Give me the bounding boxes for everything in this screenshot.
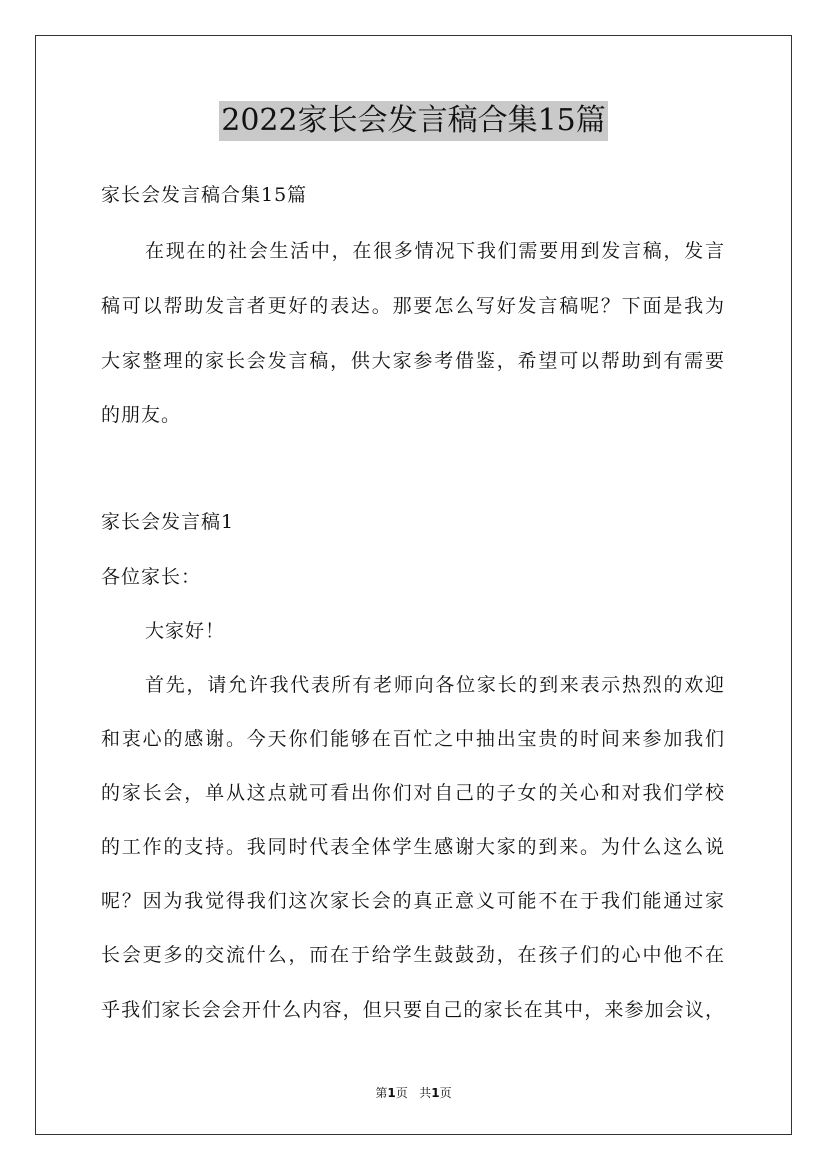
section-heading: 家长会发言稿1 [101, 511, 235, 533]
document-subtitle: 家长会发言稿合集15篇 [101, 184, 308, 206]
title-container [0, 101, 827, 141]
footer-page-prefix: 第 [375, 1086, 388, 1100]
body-line: 乎我们家长会会开什么内容，但只要自己的家长在其中，来参加会议， [101, 999, 725, 1021]
footer-page-suffix: 页 [395, 1086, 408, 1100]
intro-line: 稿可以帮助发言者更好的表达。那要怎么写好发言稿呢？下面是我为 [101, 295, 725, 317]
body-line: 的家长会，单从这点就可看出你们对自己的子女的关心和对我们学校 [101, 782, 725, 804]
footer-page-number: 1 [387, 1086, 396, 1100]
footer-total-prefix: 共 [419, 1086, 432, 1100]
intro-line: 的朋友。 [101, 404, 182, 426]
footer-total-suffix: 页 [439, 1086, 452, 1100]
body-line: 的工作的支持。我同时代表全体学生感谢大家的到来。为什么这么说 [101, 836, 725, 858]
document-title: 2022家长会发言稿合集15篇 [219, 101, 608, 141]
body-line: 呢？因为我觉得我们这次家长会的真正意义可能不在于我们能通过家 [101, 890, 725, 912]
body-line: 长会更多的交流什么，而在于给学生鼓鼓劲，在孩子们的心中他不在 [101, 944, 725, 966]
intro-line: 大家整理的家长会发言稿，供大家参考借鉴，希望可以帮助到有需要 [101, 350, 725, 372]
salutation: 各位家长： [101, 566, 202, 588]
page-footer [0, 1084, 827, 1101]
intro-line: 在现在的社会生活中，在很多情况下我们需要用到发言稿，发言 [145, 240, 725, 262]
body-line: 和衷心的感谢。今天你们能够在百忙之中抽出宝贵的时间来参加我们 [101, 728, 725, 750]
body-line: 首先，请允许我代表所有老师向各位家长的到来表示热烈的欢迎 [145, 674, 725, 696]
footer-total-number: 1 [431, 1086, 440, 1100]
greeting: 大家好！ [145, 620, 226, 642]
